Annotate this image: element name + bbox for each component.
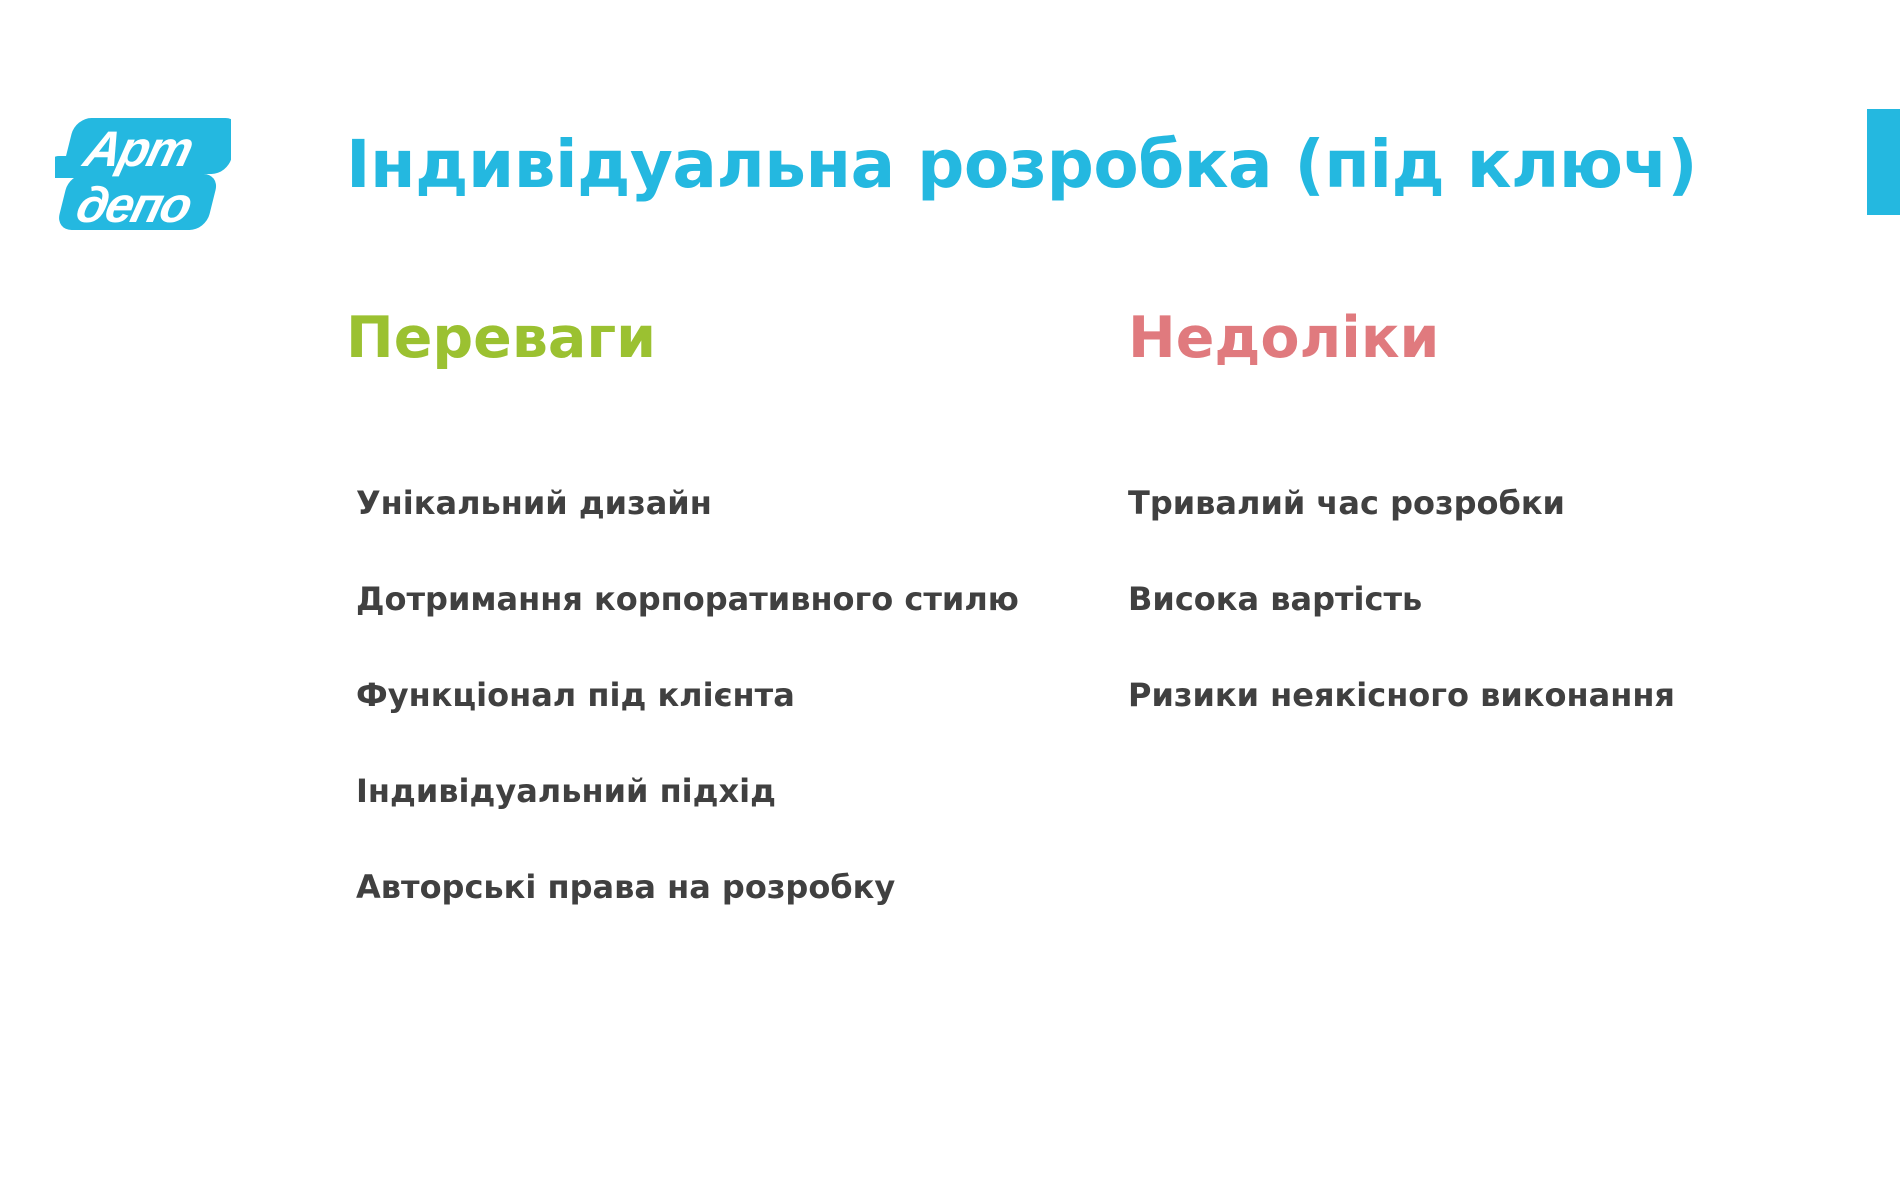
list-item: Унікальний дизайн — [356, 484, 712, 522]
list-item: Тривалий час розробки — [1128, 484, 1565, 522]
cons-list — [1128, 478, 1675, 766]
list-item: Авторські права на розробку — [356, 868, 896, 906]
pros-heading: Переваги — [346, 305, 657, 371]
slide-title: Індивідуальна розробка (під ключ) — [346, 126, 1698, 203]
list-item: Висока вартість — [1128, 580, 1423, 618]
pros-list — [356, 478, 1019, 958]
svg-text:Арт: Арт — [78, 120, 198, 177]
list-item: Функціонал під клієнта — [356, 676, 795, 714]
svg-text:депо: депо — [70, 176, 197, 233]
accent-tab — [1867, 109, 1900, 215]
cons-heading: Недоліки — [1128, 305, 1440, 371]
art-depo-logo-icon — [55, 112, 231, 236]
list-item: Індивідуальний підхід — [356, 772, 776, 810]
list-item: Дотримання корпоративного стилю — [356, 580, 1019, 618]
list-item: Ризики неякісного виконання — [1128, 676, 1675, 714]
